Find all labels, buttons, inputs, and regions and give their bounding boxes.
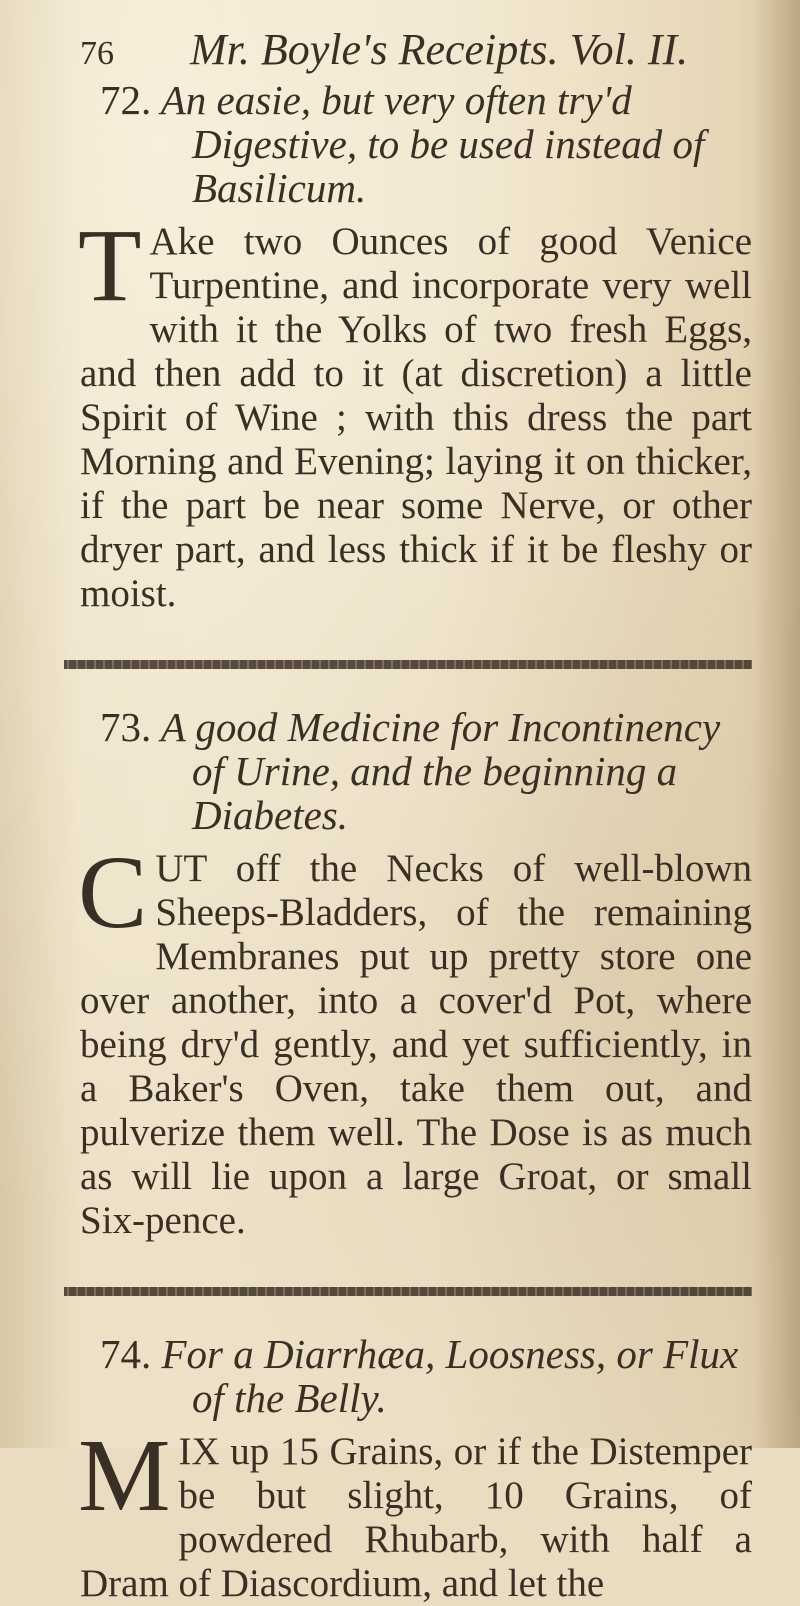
recipe-title: [80, 78, 752, 210]
recipe-72: [80, 78, 752, 616]
recipe-body-text: Ake two Ounces of good Venice Turpentine, and incorporate very well with it the Yolks of two fresh Eggs, and then add to it (at discretion) a little Spirit of Wine ; with this dress the part Morning and Evening; laying it on thicker, if the part be near some Nerve, or other dryer part, and less thick if it be fleshy or moist.: [80, 220, 752, 615]
recipe-title: [80, 1332, 752, 1420]
drop-cap: T: [78, 208, 142, 323]
recipe-body: [78, 208, 752, 616]
recipe-body: [78, 835, 752, 1243]
recipe-74: [80, 1332, 752, 1606]
page-header: [80, 0, 752, 78]
recipe-title-text: A good Medicine for Incontinency of Urine, and the beginning a Diabetes.: [160, 704, 721, 838]
section-divider: [64, 660, 752, 669]
recipe-body-text: IX up 15 Grains, or if the Distemper be but slight, 10 Grains, of powdered Rhubarb, with half a Dram of Diascordium, and let the: [80, 1430, 752, 1605]
recipe-title-text: For a Diarrhæa, Loosness, or Flux of the Belly.: [161, 1331, 739, 1421]
recipe-title: [80, 705, 752, 837]
drop-cap: M: [78, 1418, 171, 1533]
page-edge-shadow: [754, 0, 800, 1448]
running-title: Mr. Boyle's Receipts. Vol. II.: [190, 25, 689, 74]
recipe-number: 74.: [100, 1331, 152, 1377]
recipe-body: [78, 1418, 752, 1606]
recipe-number: 72.: [100, 77, 152, 123]
recipe-number: 73.: [100, 704, 152, 750]
recipe-73: [80, 705, 752, 1243]
page-number: 76: [80, 35, 114, 72]
recipe-title-text: An easie, but very often try'd Digestive, to be used instead of Basilicum.: [160, 77, 705, 211]
recipe-body-text: UT off the Necks of well-blown Sheeps-Bladders, of the remaining Membranes put up pretty store one over another, into a cover'd Pot, where being dry'd gently, and yet sufficiently, in a Baker's Oven, take them out, and pulverize them well. The Dose is as much as will lie upon a large Groat, or small Six-pence.: [80, 847, 752, 1242]
drop-cap: C: [78, 835, 148, 950]
section-divider: [64, 1287, 752, 1296]
